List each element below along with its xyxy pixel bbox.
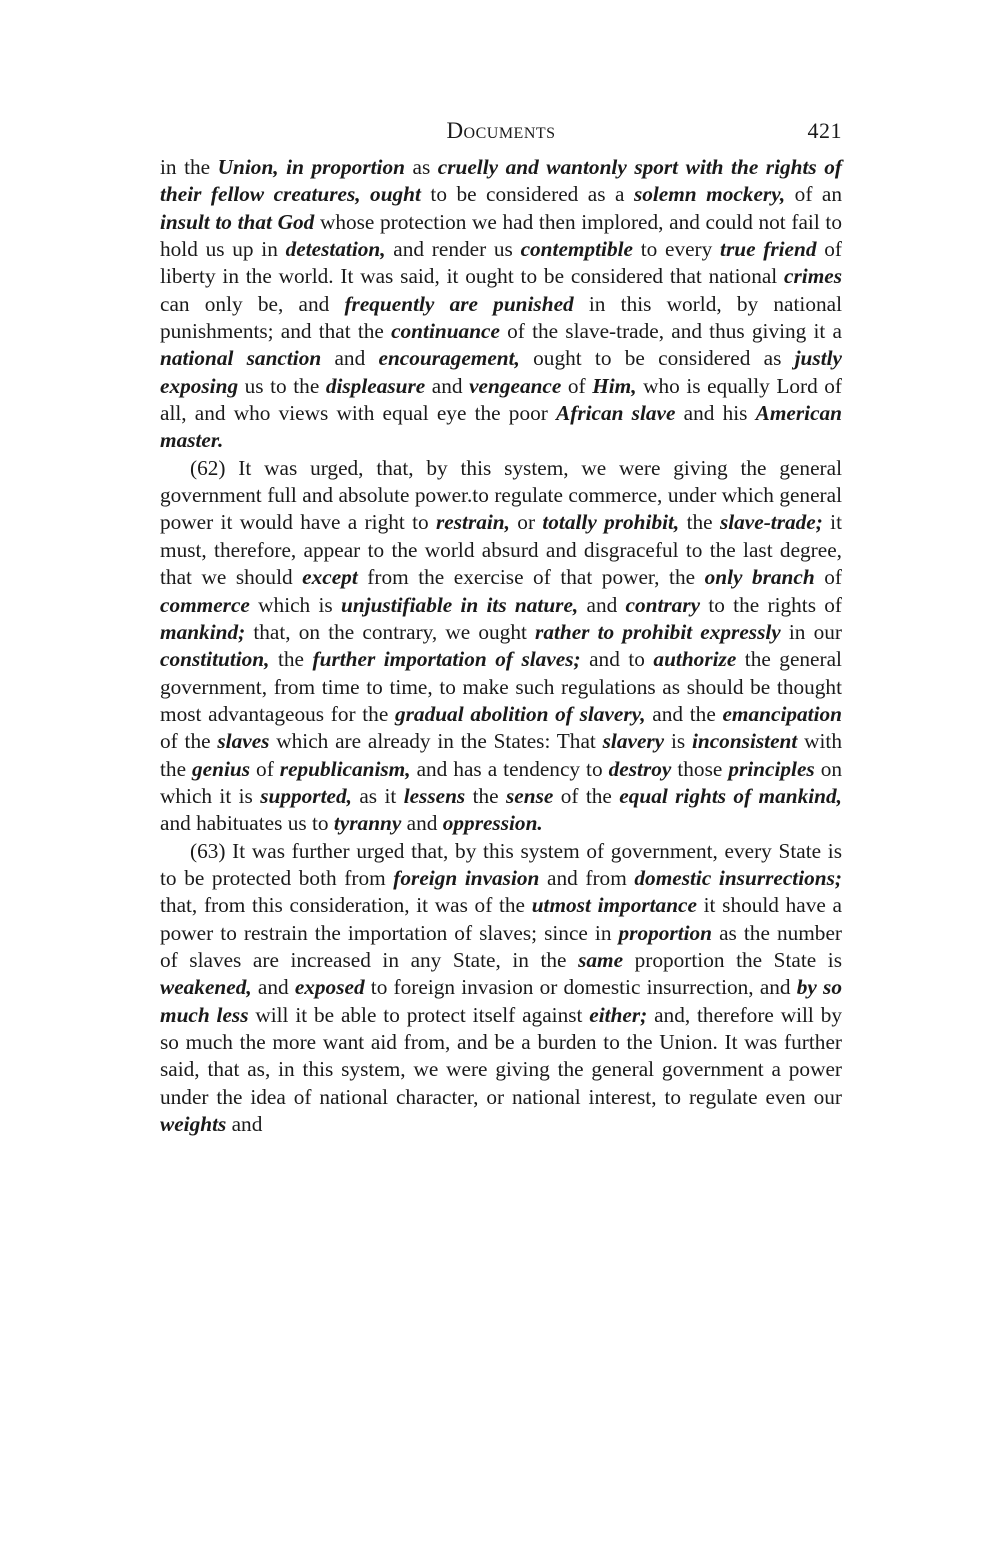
italic-phrase: American master.: [160, 401, 843, 453]
text-run: of: [250, 756, 280, 781]
italic-phrase: rather to prohibit expressly: [535, 619, 781, 644]
paragraph-p-63: [160, 838, 842, 1139]
italic-phrase: equal rights of mankind,: [619, 783, 842, 808]
italic-phrase: same: [578, 947, 624, 972]
text-run: (63) It was further urged that, by this system of government, every State is to be protected both from: [160, 838, 842, 890]
text-run: of the: [160, 729, 218, 754]
italic-phrase: weights: [160, 1112, 227, 1137]
text-run: who is equally Lord of all, and who views with equal eye the poor: [160, 373, 843, 426]
text-run: us to the: [238, 373, 326, 398]
text-run: that, from this consideration, it was of the: [160, 893, 532, 918]
page-number: 421: [807, 118, 842, 143]
text-run: of the: [553, 783, 620, 808]
italic-phrase: detestation,: [285, 237, 386, 262]
text-run: those: [671, 756, 729, 781]
italic-phrase: national sanction: [160, 346, 322, 371]
text-run: (62) It was urged, that, by this system, we were giving the general government full and absolute power.to regulate commerce, under which general power it would have a right to: [160, 455, 842, 535]
italic-phrase: by so much less: [160, 975, 842, 1027]
text-run: to the rights of: [700, 592, 842, 617]
text-run: in the: [160, 155, 218, 179]
italic-phrase: justly exposing: [160, 346, 842, 398]
italic-phrase: destroy: [608, 756, 672, 781]
body-text: [160, 154, 842, 1138]
text-run: can only be, and: [160, 291, 345, 316]
text-run: whose protection we had then implored, and could not fail to hold us up in: [160, 209, 842, 262]
italic-phrase: frequently are punished: [344, 291, 574, 316]
italic-phrase: continuance: [391, 319, 500, 344]
text-run: and: [226, 1112, 263, 1137]
text-run: is: [664, 729, 692, 754]
text-run: of an: [785, 182, 842, 207]
italic-phrase: weakened,: [160, 975, 252, 1000]
italic-phrase: supported,: [260, 783, 352, 808]
italic-phrase: proportion: [618, 920, 713, 945]
text-run: of: [561, 373, 593, 398]
text-run: in our: [780, 619, 842, 644]
italic-phrase: unjustifiable in its nature,: [340, 592, 579, 617]
text-run: and habituates us to: [160, 811, 334, 836]
italic-phrase: insult to that God: [160, 209, 315, 234]
text-run: will it be able to protect itself against: [248, 1002, 590, 1027]
italic-phrase: genius: [192, 756, 251, 781]
text-run: which are already in the States: That: [269, 729, 603, 754]
italic-phrase: republicanism,: [279, 756, 411, 781]
text-run: which is: [249, 592, 341, 617]
italic-phrase: mankind;: [160, 619, 246, 644]
text-run: the: [465, 783, 507, 808]
italic-phrase: contrary: [625, 592, 701, 617]
text-run: it must, therefore, appear to the world absurd and disgraceful to the last degree, that we should: [160, 510, 842, 590]
text-run: the: [679, 510, 720, 535]
text-run: from the exercise of that power, the: [357, 565, 705, 590]
text-run: or: [509, 510, 543, 535]
text-run: and the: [645, 701, 723, 726]
text-run: as it: [351, 783, 404, 808]
italic-phrase: emancipation: [722, 701, 842, 726]
paragraph-p-continued: [160, 154, 842, 455]
text-run: ought to be considered as: [519, 346, 795, 371]
italic-phrase: further importation of slaves;: [312, 647, 581, 672]
italic-phrase: lessens: [403, 783, 466, 808]
italic-phrase: true friend: [720, 237, 817, 262]
text-run: that, on the contrary, we ought: [245, 619, 536, 644]
text-run: in this world, by national punishments; and that the: [160, 291, 842, 344]
italic-phrase: contemptible: [520, 237, 633, 262]
text-run: of the slave-trade, and thus giving it a: [499, 319, 842, 344]
italic-phrase: crimes: [784, 264, 842, 289]
text-run: to every: [632, 237, 721, 262]
italic-phrase: domestic insurrections;: [634, 865, 843, 890]
text-run: and, therefore will by so much the more want aid from, and be a burden to the Union. It was further said, that as, in this system, we were giving the general government a power under the idea of national character, or national interest, to regulate even our: [160, 1002, 842, 1109]
italic-phrase: inconsistent: [691, 729, 798, 754]
italic-phrase: oppression.: [442, 811, 543, 836]
italic-phrase: encouragement,: [378, 346, 520, 371]
text-run: with the: [160, 729, 842, 781]
text-run: and from: [539, 865, 635, 890]
text-run: and: [425, 373, 470, 398]
italic-phrase: African slave: [556, 401, 676, 426]
italic-phrase: cruelly and wantonly sport with the rights of their fellow creatures, ought: [160, 155, 842, 207]
text-run: and his: [675, 401, 756, 426]
text-run: and: [401, 811, 443, 836]
running-head-title: Documents: [446, 118, 556, 143]
text-run: of liberty in the world. It was said, it ought to be considered that national: [160, 237, 842, 289]
text-run: as the number of slaves are increased in any State, in the: [160, 920, 842, 972]
italic-phrase: vengeance: [469, 373, 562, 398]
paragraph-p-62: [160, 455, 842, 838]
italic-phrase: slaves: [217, 729, 270, 754]
italic-phrase: Union, in proportion: [217, 155, 405, 179]
italic-phrase: only branch: [704, 565, 815, 590]
text-run: and: [251, 975, 295, 1000]
italic-phrase: tyranny: [333, 811, 402, 836]
text-run: and: [321, 346, 379, 371]
italic-phrase: restrain,: [436, 510, 510, 535]
text-run: of: [814, 565, 842, 590]
text-run: and to: [580, 647, 654, 672]
italic-phrase: foreign invasion: [393, 865, 540, 890]
running-head: [160, 118, 842, 154]
text-run: the: [269, 647, 313, 672]
text-run: to be considered as a: [420, 182, 634, 207]
text-run: to foreign invasion or domestic insurrection, and: [364, 975, 797, 1000]
text-run: the general government, from time to time, to make such regulations as should be thought most advantageous for the: [160, 647, 842, 726]
italic-phrase: either;: [589, 1002, 648, 1027]
text-run: on which it is: [160, 756, 843, 808]
italic-phrase: exposed: [294, 975, 365, 1000]
italic-phrase: displeasure: [325, 373, 426, 398]
italic-phrase: slave-trade;: [719, 510, 823, 535]
italic-phrase: gradual abolition of slavery,: [394, 701, 646, 726]
italic-phrase: constitution,: [160, 647, 270, 672]
italic-phrase: sense: [506, 783, 554, 808]
italic-phrase: solemn mockery,: [633, 182, 786, 207]
text-run: and render us: [385, 237, 521, 262]
document-page: [160, 118, 842, 1138]
italic-phrase: Him,: [592, 373, 637, 398]
text-run: and has a tendency to: [410, 756, 609, 781]
text-run: and: [578, 592, 626, 617]
italic-phrase: totally prohibit,: [542, 510, 680, 535]
italic-phrase: slavery: [602, 729, 665, 754]
italic-phrase: principles: [728, 756, 815, 781]
text-run: as: [404, 155, 438, 179]
text-run: it should have a power to restrain the importation of slaves; since in: [160, 893, 842, 945]
italic-phrase: utmost importance: [531, 893, 697, 918]
text-run: proportion the State is: [623, 947, 842, 972]
italic-phrase: authorize: [653, 647, 737, 672]
italic-phrase: commerce: [160, 592, 250, 617]
italic-phrase: except: [302, 565, 358, 590]
